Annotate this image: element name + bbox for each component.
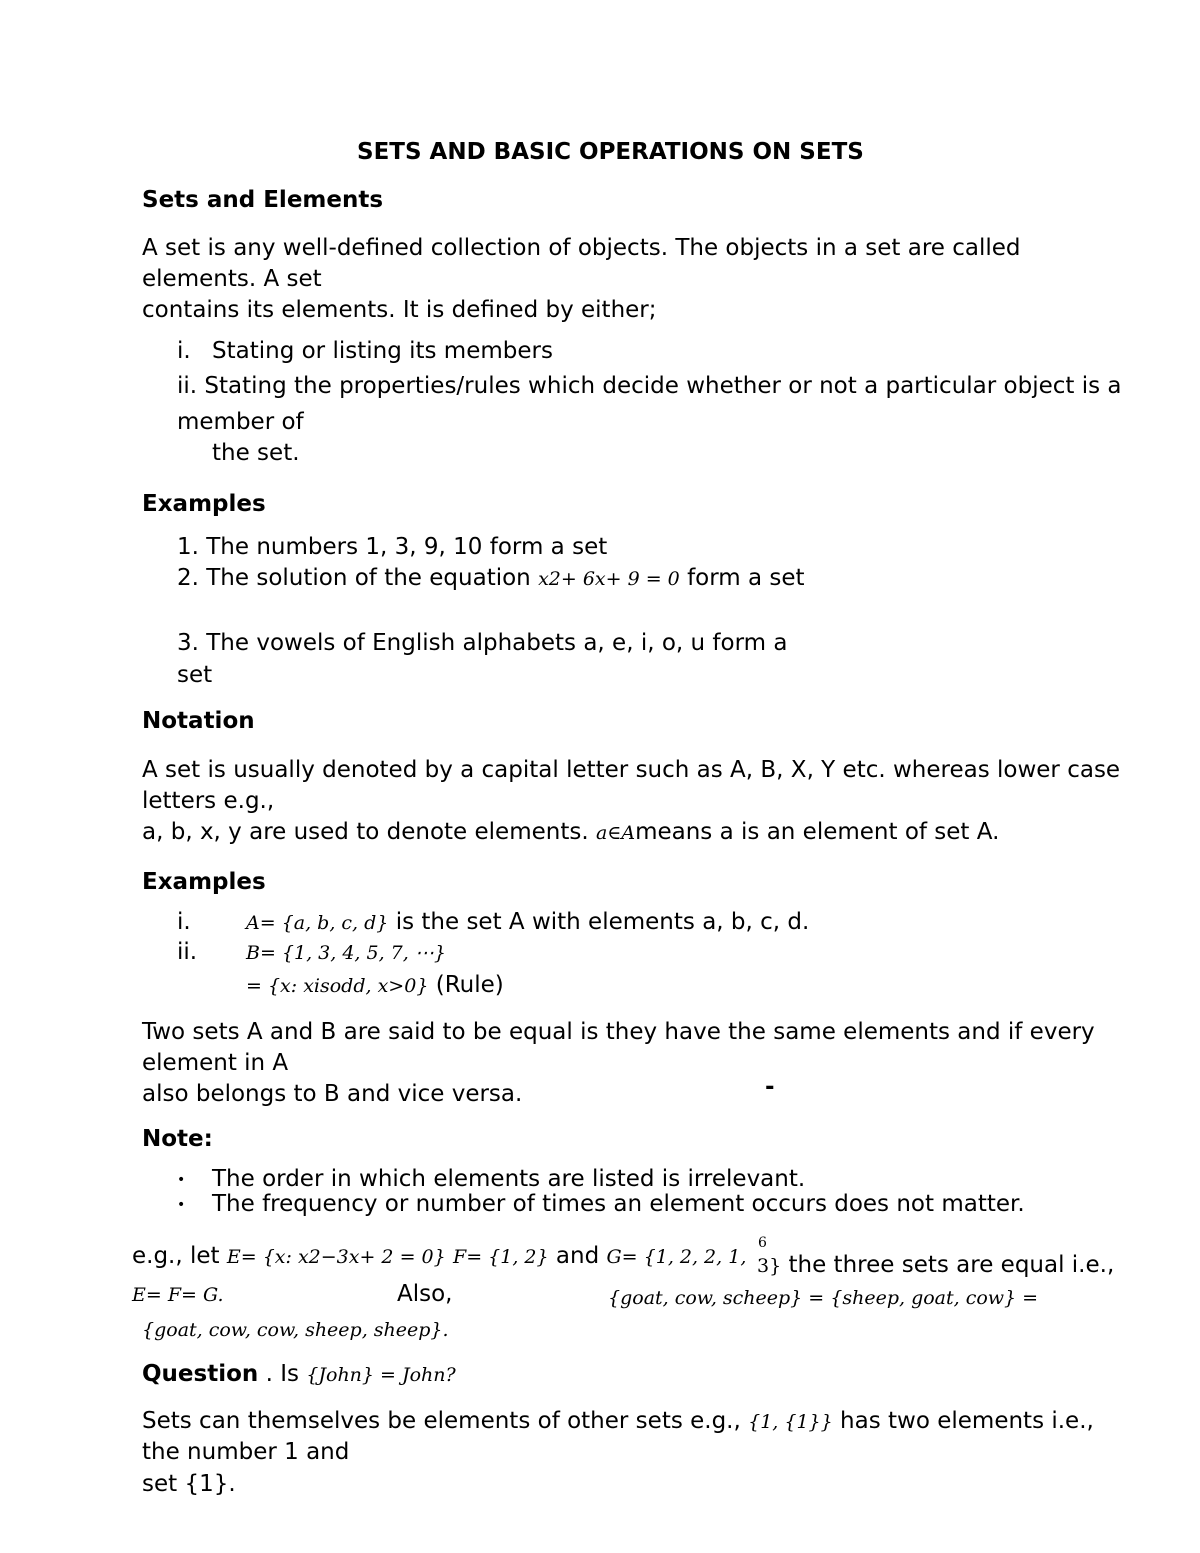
math-expression: {goat, cow, cow, sheep, sheep}. <box>142 1319 449 1341</box>
example-text: and <box>555 1243 600 1269</box>
paragraph-line: contains its elements. It is defined by either; <box>142 297 657 323</box>
list-item-continuation: the set. <box>212 440 300 466</box>
paragraph-line <box>142 817 999 848</box>
math-expression: {John} = John? <box>306 1364 456 1386</box>
example-line <box>132 1241 746 1272</box>
example-item <box>246 907 809 938</box>
list-item: Stating or listing its members <box>212 338 553 364</box>
example-text: (Rule) <box>435 972 504 998</box>
section-heading-examples-2: Examples <box>142 869 266 895</box>
section-heading-notation: Notation <box>142 708 255 734</box>
example-item <box>246 937 446 968</box>
list-marker: i. <box>177 909 191 935</box>
example-item: 1. The numbers 1, 3, 9, 10 form a set <box>177 534 608 560</box>
math-expression: E= {x: x2−3x+ 2 = 0} <box>226 1246 446 1268</box>
section-heading-sets-and-elements: Sets and Elements <box>142 187 384 213</box>
example-text: is the set A with elements a, b, c, d. <box>395 909 810 935</box>
paragraph-text: has two elements i.e., <box>840 1408 1094 1434</box>
list-marker: i. <box>177 338 191 364</box>
question-text: . Is <box>265 1361 299 1387</box>
example-item <box>177 563 805 594</box>
paragraph-text: means a is an element of set A. <box>635 819 1000 845</box>
example-item-continuation: set <box>177 662 213 688</box>
math-expression: A= {a, b, c, d} <box>246 912 389 934</box>
example-text: Also, <box>397 1281 453 1307</box>
paragraph-line: element in A <box>142 1050 289 1076</box>
math-expression: B= {1, 3, 4, 5, 7, ⋯} <box>246 942 446 964</box>
paragraph-line: A set is usually denoted by a capital letter such as A, B, X, Y etc. whereas lower case <box>142 757 1121 783</box>
list-marker: ii. <box>177 939 198 965</box>
example-text: 2. The solution of the equation <box>177 565 531 591</box>
question-line <box>142 1359 456 1390</box>
paragraph-line: letters e.g., <box>142 788 275 814</box>
math-expression: {goat, cow, scheep} = {sheep, goat, cow} = <box>608 1287 1039 1309</box>
question-label: Question <box>142 1361 259 1387</box>
section-heading-note: Note: <box>142 1126 213 1152</box>
example-text: form a set <box>687 565 805 591</box>
example-text: e.g., let <box>132 1243 220 1269</box>
math-expression: G= {1, 2, 2, 1, <box>606 1246 747 1268</box>
paragraph-line: also belongs to B and vice versa. <box>142 1081 523 1107</box>
bullet-icon: • <box>177 1197 186 1213</box>
page-title: SETS AND BASIC OPERATIONS ON SETS <box>357 139 864 165</box>
stray-mark: - <box>765 1074 775 1100</box>
paragraph-line: set {1}. <box>142 1471 236 1497</box>
math-expression: {1, {1}} <box>748 1411 833 1433</box>
paragraph-line: A set is any well-defined collection of objects. The objects in a set are called <box>142 235 1021 261</box>
math-expression: 3} <box>757 1255 782 1277</box>
bullet-item: The order in which elements are listed is irrelevant. <box>212 1166 806 1192</box>
example-line <box>757 1250 1114 1281</box>
example-line <box>142 1314 449 1345</box>
math-expression: E= F= G. <box>132 1284 224 1306</box>
bullet-item: The frequency or number of times an element occurs does not matter. <box>212 1191 1025 1217</box>
example-text: the three sets are equal i.e., <box>788 1252 1115 1278</box>
paragraph-line <box>142 1406 1094 1437</box>
example-line <box>608 1282 1038 1313</box>
list-item-continuation: member of <box>177 409 304 435</box>
math-expression: F= {1, 2} <box>453 1246 549 1268</box>
paragraph-line: elements. A set <box>142 266 322 292</box>
example-line <box>132 1279 224 1310</box>
paragraph-line: the number 1 and <box>142 1439 350 1465</box>
paragraph-text: a, b, x, y are used to denote elements. <box>142 819 589 845</box>
math-expression: x2+ 6x+ 9 = 0 <box>538 568 680 590</box>
section-heading-examples: Examples <box>142 491 266 517</box>
paragraph-text: Sets can themselves be elements of other sets e.g., <box>142 1408 741 1434</box>
example-item <box>246 970 504 1001</box>
paragraph-line: Two sets A and B are said to be equal is they have the same elements and if every <box>142 1019 1095 1045</box>
math-expression: = {x: xisodd, x>0} <box>246 975 429 997</box>
bullet-icon: • <box>177 1172 186 1188</box>
list-item: ii. Stating the properties/rules which decide whether or not a particular object is a <box>177 373 1122 399</box>
math-expression: a∈A <box>595 822 636 844</box>
example-item: 3. The vowels of English alphabets a, e, i, o, u form a <box>177 630 788 656</box>
math-fragment: 6 <box>758 1235 767 1251</box>
